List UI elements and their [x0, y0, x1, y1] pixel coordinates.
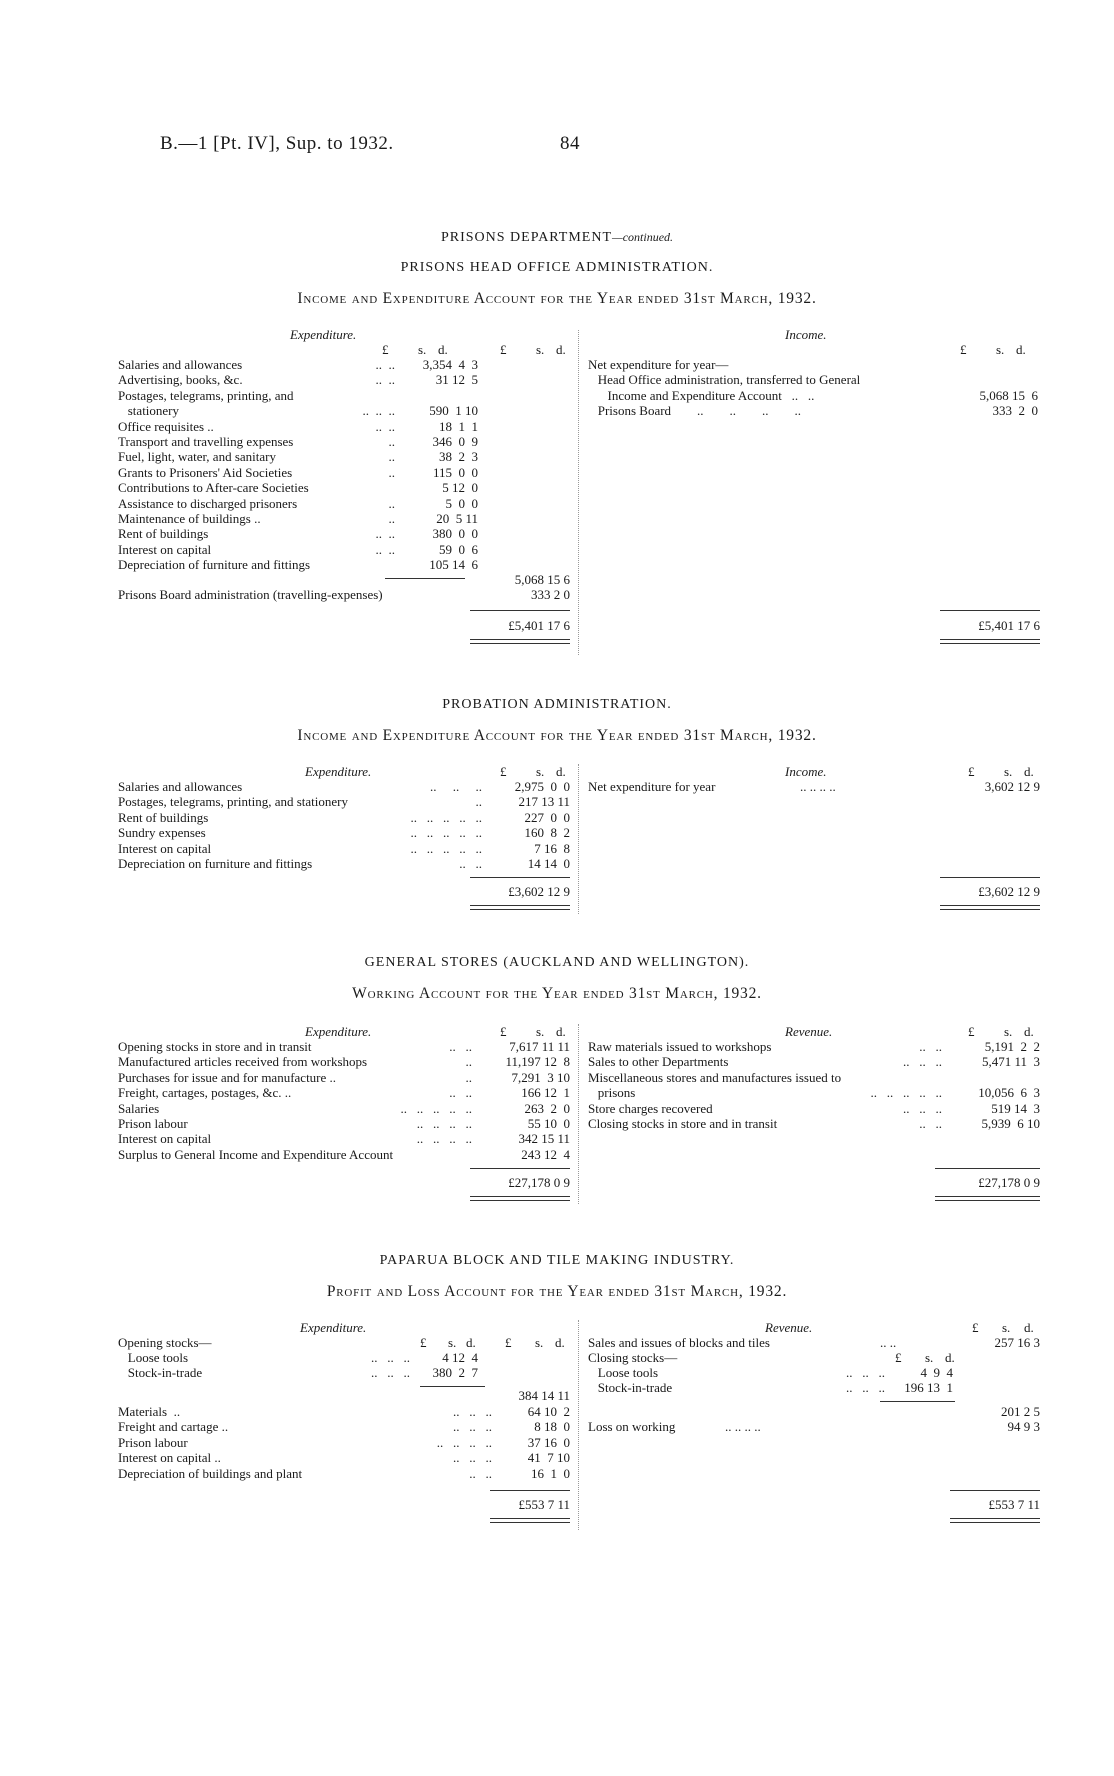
ledger-row-label: Salaries and allowances [118, 357, 243, 372]
s1-subtitle: Income and Expenditure Account for the Year ended 31st March, 1932. [297, 290, 817, 307]
ledger-row [118, 1131, 570, 1146]
ledger-row-label: Advertising, books, &c. [118, 372, 243, 388]
ledger-row-label: Prisons Board .. .. .. .. [588, 403, 802, 419]
ledger-row [118, 1116, 570, 1131]
ledger-row-value: 11,197 12 8 [505, 1054, 570, 1070]
ledger-row-leader: .. [388, 495, 395, 511]
s3-expenditure-total: £27,178 0 9 [508, 1175, 570, 1190]
ledger-row-label: Store charges recovered [588, 1100, 713, 1116]
ledger-row-leader: .. .. .. .. .. [410, 809, 482, 825]
ledger-row-value: 5 12 0 [442, 480, 478, 496]
ledger-row-leader: .. .. [449, 1085, 472, 1101]
ledger-row-leader: .. .. .. [846, 1365, 885, 1380]
ledger-row [118, 1039, 570, 1054]
ledger-row-value: 7,617 11 11 [509, 1039, 570, 1054]
ledger-row-label: Freight, cartages, postages, &c. .. [118, 1085, 292, 1101]
s4-expenditure-heading: Expenditure. [300, 1320, 367, 1335]
s4-closing-stocks-label: Closing stocks— [588, 1350, 678, 1365]
ledger-row-label: Assistance to discharged prisoners [118, 495, 298, 511]
ledger-row [118, 1404, 570, 1419]
ledger-row-value: 519 14 3 [991, 1100, 1040, 1116]
ledger-row-leader: .. .. .. .. .. [410, 840, 482, 856]
s2-title: PROBATION ADMINISTRATION. [442, 697, 672, 712]
ledger-row-value: 7,291 3 10 [511, 1069, 570, 1085]
ledger-row [588, 1101, 1040, 1116]
ledger-row [118, 1085, 570, 1100]
s4-expenditure-total: £553 7 11 [518, 1497, 570, 1512]
ledger-row-label: Interest on capital [118, 1131, 212, 1147]
ledger-row-label: Raw materials issued to workshops [588, 1039, 772, 1054]
ledger-row-label: Interest on capital .. [118, 1450, 221, 1466]
ledger-row-leader: .. .. .. .. .. [400, 1100, 472, 1116]
ledger-row-value: 18 1 1 [439, 418, 478, 434]
s1-board-label: Prisons Board administration (travelling-expenses) [118, 587, 383, 602]
ledger-row-label: Surplus to General Income and Expenditure Account [118, 1146, 394, 1162]
ledger-row-label: Loose tools [588, 1365, 659, 1380]
ledger-row-label: Salaries and allowances [118, 779, 243, 794]
s1-expenditure-total: £5,401 17 6 [508, 618, 570, 633]
ledger-row-value: 7 16 8 [534, 840, 570, 856]
ledger-row [118, 1435, 570, 1450]
ledger-row-leader: .. .. .. .. [436, 1434, 492, 1450]
s4-sales-dots: .. .. [880, 1335, 897, 1350]
ledger-row-value: 115 0 0 [432, 464, 478, 480]
ledger-row-value: 196 13 1 [904, 1380, 953, 1396]
ledger-row [588, 403, 1038, 418]
ledger-row-value: 16 1 0 [531, 1465, 570, 1481]
ledger-row-leader: .. .. [919, 1116, 942, 1131]
ledger-row [118, 557, 478, 572]
s4-loss-label: Loss on working [588, 1419, 676, 1434]
ledger-row-label: Grants to Prisoners' Aid Societies [118, 464, 293, 480]
ledger-row-value: 14 14 0 [527, 856, 570, 871]
ledger-row-label: Interest on capital [118, 840, 212, 856]
s2-expenditure-total: £3,602 12 9 [508, 884, 570, 899]
ledger-row-label: Prison labour [118, 1434, 188, 1450]
ledger-row-leader: .. [388, 464, 395, 480]
ledger-row-value: 105 14 6 [429, 557, 478, 573]
ledger-row-leader: .. [465, 1054, 472, 1070]
ledger-row-value: 380 2 7 [432, 1365, 478, 1381]
ledger-row-label: Manufactured articles received from workshops [118, 1054, 368, 1070]
s4-revenue-heading: Revenue. [765, 1320, 813, 1335]
ledger-row-leader: .. .. .. [371, 1365, 410, 1381]
ledger-row-value: 5,471 11 3 [981, 1054, 1040, 1070]
ledger-row-value: 333 2 0 [992, 403, 1038, 419]
ledger-row-leader: .. .. [919, 1039, 942, 1054]
ledger-row-leader: .. .. [375, 526, 395, 542]
s1-title: PRISONS HEAD OFFICE ADMINISTRATION. [400, 260, 714, 275]
ledger-row-value: 227 0 0 [524, 809, 570, 825]
department-name: PRISONS DEPARTMENT [440, 230, 613, 245]
ledger-row [118, 856, 570, 871]
ledger-row [118, 779, 570, 794]
s3-expenditure-heading: Expenditure. [305, 1024, 372, 1039]
ledger-row-label: Head Office administration, transferred to General [588, 372, 861, 388]
ledger-row-leader: .. .. .. [846, 1380, 885, 1396]
s1-expenditure-heading: Expenditure. [290, 327, 357, 342]
ledger-row-label: Closing stocks in store and in transit [588, 1116, 778, 1131]
s2-income-heading: Income. [785, 764, 827, 779]
s3-revenue-total: £27,178 0 9 [978, 1175, 1040, 1190]
ledger-row-leader: .. .. .. [903, 1054, 942, 1070]
s3-subtitle: Working Account for the Year ended 31st March, 1932. [352, 985, 762, 1002]
s2-income-total: £3,602 12 9 [978, 884, 1040, 899]
ledger-row-value: 346 0 9 [432, 434, 478, 449]
ledger-row-value: 3,354 4 3 [422, 357, 478, 372]
ledger-row-value: 166 12 1 [521, 1085, 570, 1101]
ledger-row-value: 8 18 0 [534, 1419, 570, 1435]
ledger-row-leader: .. .. .. [453, 1450, 492, 1466]
ledger-row-leader: .. .. .. [371, 1350, 410, 1365]
ledger-row-value: 10,056 6 3 [978, 1085, 1040, 1101]
ledger-row-leader: .. .. .. [430, 779, 482, 794]
ledger-row-label: Office requisites .. [118, 418, 214, 434]
document-reference: B.—1 [Pt. IV], Sup. to 1932. [160, 133, 394, 154]
s2-income-value: 3,602 12 9 [984, 779, 1040, 794]
ledger-row-label: stationery [118, 403, 180, 419]
s2-expenditure-heading: Expenditure. [305, 764, 372, 779]
department-continued: —continued. [612, 230, 674, 244]
s3-title: GENERAL STORES (AUCKLAND AND WELLINGTON). [364, 955, 750, 970]
s3-revenue-heading: Revenue. [785, 1024, 833, 1039]
ledger-row [118, 480, 478, 495]
ledger-row-value: 160 8 2 [524, 825, 570, 841]
ledger-row [118, 1365, 478, 1380]
s2-subtitle: Income and Expenditure Account for the Year ended 31st March, 1932. [297, 727, 817, 744]
ledger-row-value: 243 12 4 [521, 1146, 570, 1162]
ledger-row-leader: .. .. .. .. .. [410, 825, 482, 841]
ledger-row [118, 841, 570, 856]
ledger-row-value: 59 0 6 [439, 541, 478, 557]
ledger-row-label: Miscellaneous stores and manufactures issued to [588, 1069, 842, 1085]
ledger-row [118, 1054, 570, 1069]
ledger-row [588, 372, 1038, 387]
s4-sales-value: 257 16 3 [994, 1335, 1040, 1350]
ledger-row-value: 263 2 0 [524, 1100, 570, 1116]
s1-income-heading: Income. [785, 327, 827, 342]
ledger-row-leader: .. .. [459, 856, 482, 871]
ledger-row-label: Postages, telegrams, printing, and [118, 387, 294, 403]
ledger-row [118, 810, 570, 825]
ledger-row-value: 5,191 2 2 [984, 1039, 1040, 1054]
ledger-row-label: Income and Expenditure Account .. .. [588, 387, 815, 403]
ledger-row [118, 1450, 570, 1465]
s1-board-value: 333 2 0 [531, 587, 570, 602]
ledger-row-value: 2,975 0 0 [514, 779, 570, 794]
ledger-row-value: 55 10 0 [527, 1116, 570, 1131]
ledger-row [118, 1101, 570, 1116]
ledger-row [118, 419, 478, 434]
ledger-row-leader: .. .. [375, 372, 395, 388]
ledger-row-leader: .. .. .. [453, 1404, 492, 1419]
ledger-row-leader: .. .. .. .. [416, 1116, 472, 1131]
ledger-row-value: 5,939 6 10 [981, 1116, 1040, 1131]
s2-income-dots: .. .. .. .. [800, 779, 836, 794]
s4-subtitle: Profit and Loss Account for the Year ended 31st March, 1932. [326, 1283, 788, 1300]
s2-income-line: Net expenditure for year [588, 779, 716, 794]
ledger-row-leader: .. .. .. [362, 403, 395, 419]
ledger-row [588, 388, 1038, 403]
ledger-row-leader: .. .. [375, 541, 395, 557]
ledger-row-label: Transport and travelling expenses [118, 434, 294, 449]
ledger-row-value: 380 0 0 [432, 526, 478, 542]
ledger-row-label: Purchases for issue and for manufacture .. [118, 1069, 337, 1085]
ledger-row-label: Opening stocks in store and in transit [118, 1039, 312, 1054]
ledger-row-label: Net expenditure for year— [588, 357, 729, 372]
ledger-row-leader: .. .. [469, 1465, 492, 1481]
ledger-row-value: 64 10 2 [527, 1404, 570, 1419]
ledger-row [118, 1419, 570, 1434]
ledger-row-label: Rent of buildings [118, 809, 209, 825]
ledger-row [118, 1070, 570, 1085]
s1-subtotal: 5,068 15 6 [514, 572, 570, 587]
ledger-row [588, 1116, 1040, 1131]
ledger-row-label: Materials .. [118, 1404, 181, 1419]
ledger-row-leader: .. .. .. [453, 1419, 492, 1435]
ledger-row-label: Stock-in-trade [588, 1380, 673, 1396]
ledger-row-label: Freight and cartage .. [118, 1419, 229, 1435]
s4-closing-total: 201 2 5 [1001, 1404, 1040, 1419]
ledger-row [118, 542, 478, 557]
ledger-row-value: 217 13 11 [518, 794, 570, 810]
ledger-row-leader: .. [388, 434, 395, 449]
ledger-row-label: Contributions to After-care Societies [118, 480, 309, 496]
department-title [0, 230, 1114, 246]
ledger-row-label: Salaries [118, 1100, 160, 1116]
ledger-row-leader: .. .. .. .. [416, 1131, 472, 1147]
ledger-row-value: 38 2 3 [439, 449, 478, 465]
ledger-row [118, 496, 478, 511]
ledger-row-leader: .. [475, 794, 482, 810]
s4-loss-dots: .. .. .. .. [725, 1419, 761, 1434]
ledger-row-leader: .. .. [449, 1039, 472, 1054]
ledger-row [588, 1085, 1040, 1100]
ledger-row [118, 449, 478, 464]
ledger-row [118, 357, 478, 372]
ledger-row-value: 342 15 11 [518, 1131, 570, 1147]
ledger-row-label: Rent of buildings [118, 526, 209, 542]
ledger-row-value: 37 16 0 [527, 1434, 570, 1450]
ledger-row-label: Stock-in-trade [118, 1365, 203, 1381]
ledger-row-label: prisons [588, 1085, 636, 1101]
ledger-row-label: Sales to other Departments [588, 1054, 729, 1070]
ledger-row-value: 5,068 15 6 [979, 387, 1038, 403]
ledger-row [118, 434, 478, 449]
ledger-row [118, 465, 478, 480]
ledger-row [118, 526, 478, 541]
ledger-row [588, 357, 1038, 372]
ledger-row-value: 590 1 10 [429, 403, 478, 419]
ledger-row-value: 31 12 5 [435, 372, 478, 388]
ledger-row-label: Depreciation of buildings and plant [118, 1465, 303, 1481]
ledger-row-leader: .. .. [375, 357, 395, 372]
ledger-row-value: 41 7 10 [527, 1450, 570, 1466]
ledger-row-value: 5 0 0 [445, 495, 478, 511]
s4-sales-label: Sales and issues of blocks and tiles [588, 1335, 770, 1350]
ledger-row-value: 4 12 4 [442, 1350, 478, 1365]
ledger-row-leader: .. [388, 511, 395, 526]
ledger-row-label: Prison labour [118, 1116, 188, 1131]
s4-title: PAPARUA BLOCK AND TILE MAKING INDUSTRY. [379, 1253, 735, 1268]
ledger-row [118, 372, 478, 387]
ledger-row-leader: .. .. .. [903, 1100, 942, 1116]
s4-opening-total: 384 14 11 [518, 1388, 570, 1403]
ledger-row [588, 1070, 1040, 1085]
page-number: 84 [560, 133, 580, 154]
ledger-row [118, 1147, 570, 1162]
s4-revenue-total: £553 7 11 [988, 1497, 1040, 1512]
ledger-row [588, 1365, 953, 1380]
ledger-row-label: Depreciation of furniture and fittings [118, 557, 311, 573]
ledger-row-label: Depreciation on furniture and fittings [118, 856, 313, 871]
ledger-row [118, 388, 478, 403]
ledger-row [118, 403, 478, 418]
ledger-row-label: Interest on capital [118, 541, 212, 557]
ledger-row [118, 511, 478, 526]
ledger-row-value: 20 5 11 [436, 511, 478, 526]
ledger-row [118, 825, 570, 840]
ledger-row-label: Sundry expenses [118, 825, 206, 841]
ledger-row-label: Postages, telegrams, printing, and stationery [118, 794, 348, 810]
ledger-row-leader: .. [465, 1069, 472, 1085]
ledger-row [118, 1350, 478, 1365]
ledger-row-label: Maintenance of buildings .. [118, 511, 261, 526]
ledger-row-label: Fuel, light, water, and sanitary [118, 449, 276, 465]
ledger-row [118, 1466, 570, 1481]
ledger-row-leader: .. .. .. .. .. [870, 1085, 942, 1101]
ledger-row-value: 4 9 4 [920, 1365, 953, 1380]
ledger-row [588, 1039, 1040, 1054]
ledger-row-label: Loose tools [118, 1350, 189, 1365]
ledger-row [588, 1054, 1040, 1069]
s1-income-total: £5,401 17 6 [978, 618, 1040, 633]
s4-opening-stocks-label: Opening stocks— [118, 1335, 212, 1350]
ledger-row [118, 794, 570, 809]
ledger-row-leader: .. [388, 449, 395, 465]
s4-loss-value: 94 9 3 [1007, 1419, 1040, 1434]
ledger-row [588, 1380, 953, 1395]
ledger-row-leader: .. .. [375, 418, 395, 434]
